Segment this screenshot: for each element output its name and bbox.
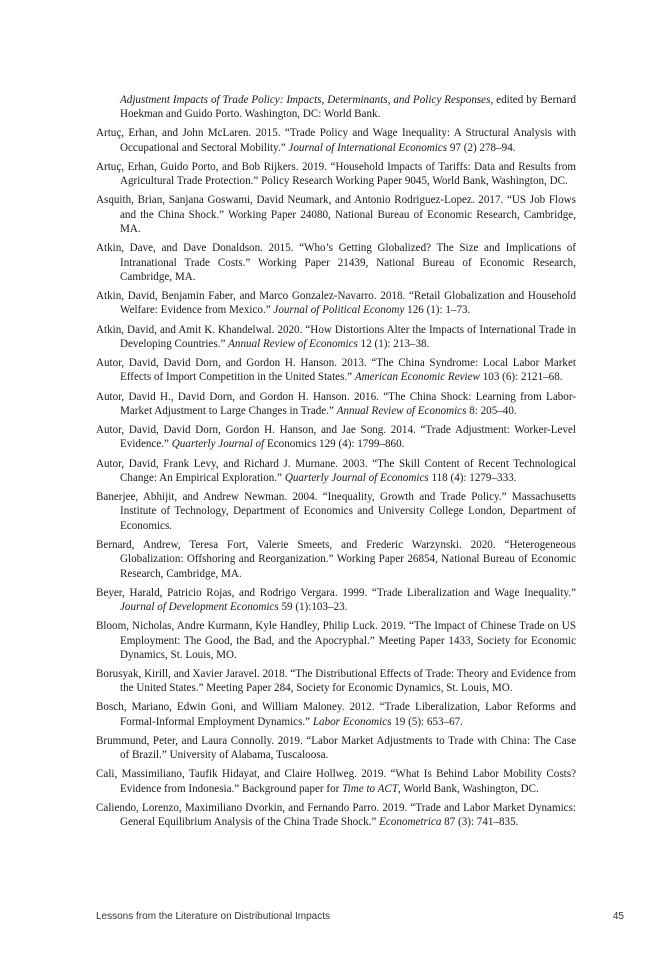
- reference-text: 97 (2) 278–94.: [447, 141, 516, 154]
- reference-italic-title: Journal of Political Economy: [273, 304, 405, 317]
- reference-text: Atkin, David, Benjamin Faber, and Marco Gonzalez-Navarro. 2018. “Retail Globalization and Household Welfare: Evidence from Mexico.”: [96, 290, 576, 317]
- reference-text: 126 (1): 1–73.: [404, 304, 471, 317]
- reference-text: 87 (3): 741–835.: [441, 816, 519, 829]
- reference-italic-title: Annual Review of Economics: [228, 337, 358, 350]
- reference-entry: [96, 289, 576, 318]
- reference-entry: [96, 619, 576, 662]
- reference-text: Bosch, Mariano, Edwin Goni, and William Maloney. 2012. “Trade Liberalization, Labor Reforms and Formal-Informal Employment Dynamics.”: [96, 701, 576, 728]
- reference-text: Autor, David, David Dorn, and Gordon H. Hanson. 2013. “The China Syndrome: Local Labor Market Effects of Import Competition in the United States.”: [96, 357, 576, 384]
- reference-entry: [96, 356, 576, 385]
- reference-italic-title: Quarterly Journal of: [171, 438, 265, 451]
- reference-entry: [96, 801, 576, 830]
- reference-entry: [96, 667, 576, 696]
- reference-entry: [96, 423, 576, 452]
- reference-text: Banerjee, Abhijit, and Andrew Newman. 2004. “Inequality, Growth and Trade Policy.” Massachusetts Institute of Technology, Department of Economics and University College London, Department of Economics.: [96, 491, 576, 532]
- reference-text: Bloom, Nicholas, Andre Kurmann, Kyle Handley, Philip Luck. 2019. “The Impact of Chinese Trade on US Employment: The Good, the Bad, and the Apocryphal.” Meeting Paper 1433, Society for Economic Dynamics, St. Louis, MO.: [96, 620, 576, 661]
- reference-list: [96, 93, 576, 834]
- reference-italic-title: Annual Review of Economics: [336, 404, 467, 417]
- reference-text: , edited by Bernard Hoekman and Guido Porto. Washington, DC: World Bank.: [120, 94, 576, 121]
- reference-italic-title: American Economic Review: [354, 371, 480, 384]
- reference-text: Atkin, David, and Amit K. Khandelwal. 2020. “How Distortions Alter the Impacts of International Trade in Developing Countries.”: [96, 323, 576, 350]
- reference-entry: [96, 734, 576, 763]
- reference-entry: [96, 767, 576, 796]
- reference-text: Cali, Massimiliano, Taufik Hidayat, and Claire Hollweg. 2019. “What Is Behind Labor Mobility Costs? Evidence from Indonesia.” Background paper for: [96, 768, 576, 795]
- page-number: 45: [612, 911, 624, 922]
- reference-text: 8: 205–40.: [466, 404, 517, 417]
- reference-italic-title: Journal of International Economics: [288, 141, 448, 154]
- reference-italic-title: Journal of Development Economics: [120, 601, 279, 614]
- footer-title: Lessons from the Literature on Distributional Impacts: [96, 911, 330, 922]
- reference-text: Autor, David, Frank Levy, and Richard J. Murnane. 2003. “The Skill Content of Recent Technological Change: An Empirical Exploration.”: [96, 457, 576, 484]
- reference-entry: [96, 160, 576, 189]
- reference-text: Atkin, Dave, and Dave Donaldson. 2015. “Who’s Getting Globalized? The Size and Implications of Intranational Trade Costs.” Working Paper 21439, National Bureau of Economic Research, Cambridge, MA.: [96, 242, 576, 283]
- reference-text: Beyer, Harald, Patricio Rojas, and Rodrigo Vergara. 1999. “Trade Liberalization and Wage Inequality.”: [96, 586, 576, 599]
- reference-text: Artuç, Erhan, and John McLaren. 2015. “Trade Policy and Wage Inequality: A Structural Analysis with Occupational and Sectoral Mobility.”: [96, 127, 576, 154]
- reference-entry: [96, 126, 576, 155]
- reference-text: Borusyak, Kirill, and Xavier Jaravel. 2018. “The Distributional Effects of Trade: Theory and Evidence from the United States.” Meeting Paper 284, Society for Economic Dynamics, St. Louis, MO.: [96, 667, 576, 695]
- reference-text: 19 (5): 653–67.: [391, 715, 463, 728]
- reference-italic-title: Econometrica: [379, 816, 442, 829]
- reference-text: Artuç, Erhan, Guido Porto, and Bob Rijkers. 2019. “Household Impacts of Tariffs: Data and Results from Agricultural Trade Protection.” Policy Research Working Paper 9045, World Bank, Washington, DC.: [96, 160, 576, 188]
- reference-entry: [96, 457, 576, 486]
- reference-italic-title: Labor Economics: [312, 715, 392, 728]
- reference-entry: [96, 586, 576, 615]
- reference-text: Brummund, Peter, and Laura Connolly. 2019. “Labor Market Adjustments to Trade with China: The Case of Brazil.” University of Alabama, Tuscaloosa.: [96, 734, 576, 762]
- reference-text: Autor, David H., David Dorn, and Gordon H. Hanson. 2016. “The China Shock: Learning from Labor-Market Adjustment to Large Changes in Trade.”: [96, 390, 576, 417]
- reference-text: , World Bank, Washington, DC.: [398, 782, 539, 795]
- reference-text: Economics 129 (4): 1799–860.: [264, 438, 405, 451]
- reference-text: 12 (1): 213–38.: [357, 337, 430, 350]
- reference-text: 59 (1):103–23.: [278, 601, 348, 614]
- reference-entry: [96, 241, 576, 284]
- reference-text: Bernard, Andrew, Teresa Fort, Valerie Smeets, and Frederic Warzynski. 2020. “Heterogeneous Globalization: Offshoring and Reorganization.” Working Paper 26854, National Bureau of Economic Research, Cambridge, MA.: [96, 538, 576, 580]
- reference-entry: [96, 700, 576, 729]
- reference-entry: [96, 93, 576, 122]
- reference-italic-title: Quarterly Journal of Economics: [284, 471, 429, 484]
- reference-entry: [96, 193, 576, 236]
- reference-text: Asquith, Brian, Sanjana Goswami, David Neumark, and Antonio Rodriguez-Lopez. 2017. “US Job Flows and the China Shock.” Working Paper 24080, National Bureau of Economic Research, Cambridge, MA.: [96, 194, 576, 236]
- reference-entry: [96, 323, 576, 352]
- reference-entry: [96, 538, 576, 581]
- reference-italic-title: Adjustment Impacts of Trade Policy: Impacts, Determinants, and Policy Responses: [120, 94, 491, 106]
- reference-entry: [96, 490, 576, 533]
- reference-text: 118 (4): 1279–333.: [428, 471, 517, 484]
- reference-text: 103 (6): 2121–68.: [479, 371, 563, 384]
- reference-italic-title: Time to ACT: [342, 782, 399, 795]
- reference-text: Caliendo, Lorenzo, Maximiliano Dvorkin, and Fernando Parro. 2019. “Trade and Labor Market Dynamics: General Equilibrium Analysis of the China Trade Shock.”: [96, 801, 576, 829]
- reference-text: Autor, David, David Dorn, Gordon H. Hanson, and Jae Song. 2014. “Trade Adjustment: Worker-Level Evidence.”: [96, 424, 576, 451]
- reference-entry: [96, 390, 576, 419]
